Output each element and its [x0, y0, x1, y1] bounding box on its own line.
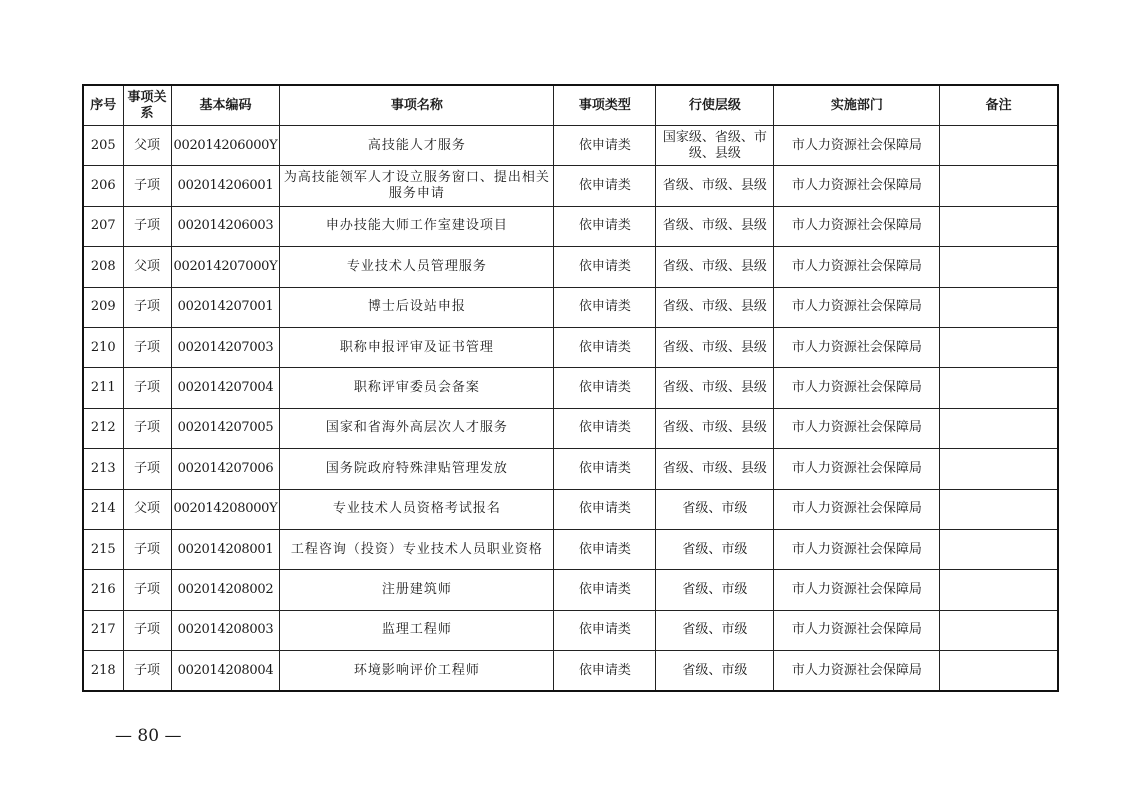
- header-rel: 事项关系: [123, 85, 171, 126]
- table-row: [83, 166, 1058, 206]
- cell-dept: 市人力资源社会保障局: [774, 166, 940, 206]
- cell-code: 002014206001: [171, 166, 280, 206]
- cell-code: 002014206000Y: [171, 126, 280, 166]
- table-row: [83, 287, 1058, 327]
- cell-code: 002014207006: [171, 449, 280, 489]
- cell-level: 省级、市级、县级: [656, 449, 774, 489]
- cell-name: 申办技能大师工作室建设项目: [280, 206, 554, 246]
- cell-remark: [940, 327, 1058, 367]
- cell-rel: 父项: [123, 126, 171, 166]
- cell-seq: 207: [83, 206, 123, 246]
- cell-remark: [940, 408, 1058, 448]
- cell-remark: [940, 570, 1058, 610]
- cell-name: 职称申报评审及证书管理: [280, 327, 554, 367]
- cell-seq: 217: [83, 610, 123, 650]
- header-dept: 实施部门: [774, 85, 940, 126]
- cell-dept: 市人力资源社会保障局: [774, 287, 940, 327]
- cell-type: 依申请类: [554, 287, 656, 327]
- cell-name: 为高技能领军人才设立服务窗口、提出相关服务申请: [280, 166, 554, 206]
- table-row: [83, 449, 1058, 489]
- cell-rel: 子项: [123, 287, 171, 327]
- cell-type: 依申请类: [554, 247, 656, 287]
- cell-dept: 市人力资源社会保障局: [774, 610, 940, 650]
- cell-seq: 212: [83, 408, 123, 448]
- cell-name: 注册建筑师: [280, 570, 554, 610]
- cell-level: 省级、市级、县级: [656, 247, 774, 287]
- cell-level: 省级、市级: [656, 651, 774, 691]
- table-row: [83, 247, 1058, 287]
- cell-dept: 市人力资源社会保障局: [774, 247, 940, 287]
- table-row: [83, 408, 1058, 448]
- cell-level: 省级、市级: [656, 529, 774, 569]
- matters-table: [82, 84, 1059, 692]
- cell-level: 省级、市级: [656, 610, 774, 650]
- cell-type: 依申请类: [554, 206, 656, 246]
- cell-name: 高技能人才服务: [280, 126, 554, 166]
- cell-seq: 213: [83, 449, 123, 489]
- cell-dept: 市人力资源社会保障局: [774, 529, 940, 569]
- cell-rel: 子项: [123, 529, 171, 569]
- cell-code: 002014207001: [171, 287, 280, 327]
- cell-rel: 子项: [123, 166, 171, 206]
- cell-type: 依申请类: [554, 408, 656, 448]
- cell-type: 依申请类: [554, 166, 656, 206]
- table-row: [83, 651, 1058, 691]
- header-name: 事项名称: [280, 85, 554, 126]
- cell-dept: 市人力资源社会保障局: [774, 449, 940, 489]
- cell-seq: 218: [83, 651, 123, 691]
- cell-seq: 209: [83, 287, 123, 327]
- cell-rel: 子项: [123, 651, 171, 691]
- cell-code: 002014208004: [171, 651, 280, 691]
- cell-level: 省级、市级、县级: [656, 166, 774, 206]
- table-row: [83, 206, 1058, 246]
- cell-name: 职称评审委员会备案: [280, 368, 554, 408]
- cell-type: 依申请类: [554, 529, 656, 569]
- cell-type: 依申请类: [554, 651, 656, 691]
- cell-name: 专业技术人员管理服务: [280, 247, 554, 287]
- header-seq: 序号: [83, 85, 123, 126]
- cell-rel: 父项: [123, 489, 171, 529]
- header-type: 事项类型: [554, 85, 656, 126]
- cell-rel: 子项: [123, 570, 171, 610]
- cell-dept: 市人力资源社会保障局: [774, 489, 940, 529]
- cell-seq: 216: [83, 570, 123, 610]
- cell-level: 省级、市级: [656, 570, 774, 610]
- cell-name: 环境影响评价工程师: [280, 651, 554, 691]
- cell-rel: 父项: [123, 247, 171, 287]
- cell-dept: 市人力资源社会保障局: [774, 408, 940, 448]
- cell-seq: 208: [83, 247, 123, 287]
- cell-level: 国家级、省级、市级、县级: [656, 126, 774, 166]
- cell-level: 省级、市级、县级: [656, 206, 774, 246]
- cell-remark: [940, 287, 1058, 327]
- cell-seq: 214: [83, 489, 123, 529]
- cell-code: 002014208000Y: [171, 489, 280, 529]
- table-row: [83, 489, 1058, 529]
- header-code: 基本编码: [171, 85, 280, 126]
- cell-name: 国家和省海外高层次人才服务: [280, 408, 554, 448]
- cell-remark: [940, 206, 1058, 246]
- table-row: [83, 126, 1058, 166]
- cell-remark: [940, 489, 1058, 529]
- table-row: [83, 368, 1058, 408]
- cell-code: 002014207004: [171, 368, 280, 408]
- cell-level: 省级、市级、县级: [656, 327, 774, 367]
- cell-remark: [940, 610, 1058, 650]
- cell-code: 002014206003: [171, 206, 280, 246]
- cell-rel: 子项: [123, 206, 171, 246]
- cell-remark: [940, 449, 1058, 489]
- cell-rel: 子项: [123, 449, 171, 489]
- cell-type: 依申请类: [554, 327, 656, 367]
- cell-code: 002014207005: [171, 408, 280, 448]
- cell-remark: [940, 368, 1058, 408]
- table-row: [83, 610, 1058, 650]
- cell-seq: 215: [83, 529, 123, 569]
- cell-name: 博士后设站申报: [280, 287, 554, 327]
- cell-dept: 市人力资源社会保障局: [774, 206, 940, 246]
- cell-dept: 市人力资源社会保障局: [774, 126, 940, 166]
- cell-dept: 市人力资源社会保障局: [774, 570, 940, 610]
- cell-code: 002014207003: [171, 327, 280, 367]
- cell-remark: [940, 247, 1058, 287]
- cell-remark: [940, 126, 1058, 166]
- cell-code: 002014208001: [171, 529, 280, 569]
- cell-dept: 市人力资源社会保障局: [774, 327, 940, 367]
- cell-name: 工程咨询（投资）专业技术人员职业资格: [280, 529, 554, 569]
- cell-remark: [940, 529, 1058, 569]
- header-level: 行使层级: [656, 85, 774, 126]
- cell-seq: 206: [83, 166, 123, 206]
- cell-rel: 子项: [123, 368, 171, 408]
- cell-type: 依申请类: [554, 368, 656, 408]
- table-row: [83, 529, 1058, 569]
- cell-type: 依申请类: [554, 570, 656, 610]
- cell-type: 依申请类: [554, 489, 656, 529]
- header-remark: 备注: [940, 85, 1058, 126]
- cell-rel: 子项: [123, 327, 171, 367]
- header-row: [83, 85, 1058, 126]
- cell-level: 省级、市级、县级: [656, 408, 774, 448]
- cell-seq: 211: [83, 368, 123, 408]
- table-row: [83, 327, 1058, 367]
- cell-type: 依申请类: [554, 126, 656, 166]
- cell-level: 省级、市级: [656, 489, 774, 529]
- cell-name: 专业技术人员资格考试报名: [280, 489, 554, 529]
- page-number: — 80 —: [115, 726, 182, 746]
- cell-code: 002014208003: [171, 610, 280, 650]
- cell-type: 依申请类: [554, 610, 656, 650]
- cell-seq: 205: [83, 126, 123, 166]
- cell-name: 国务院政府特殊津贴管理发放: [280, 449, 554, 489]
- cell-code: 002014207000Y: [171, 247, 280, 287]
- cell-rel: 子项: [123, 610, 171, 650]
- cell-dept: 市人力资源社会保障局: [774, 368, 940, 408]
- cell-seq: 210: [83, 327, 123, 367]
- cell-remark: [940, 651, 1058, 691]
- cell-code: 002014208002: [171, 570, 280, 610]
- cell-rel: 子项: [123, 408, 171, 448]
- cell-type: 依申请类: [554, 449, 656, 489]
- cell-level: 省级、市级、县级: [656, 287, 774, 327]
- cell-dept: 市人力资源社会保障局: [774, 651, 940, 691]
- table-row: [83, 570, 1058, 610]
- cell-remark: [940, 166, 1058, 206]
- cell-level: 省级、市级、县级: [656, 368, 774, 408]
- cell-name: 监理工程师: [280, 610, 554, 650]
